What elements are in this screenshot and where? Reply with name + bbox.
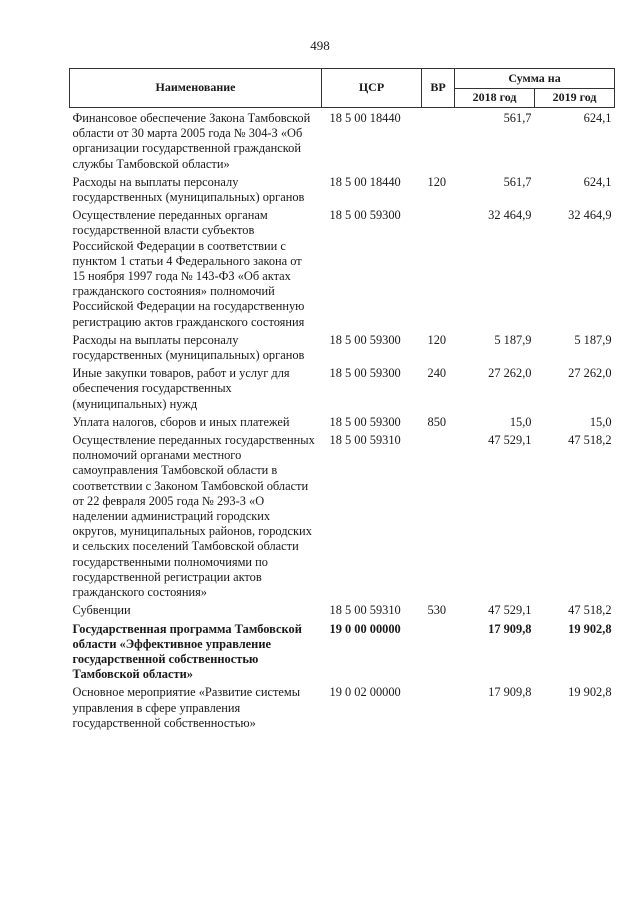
cell-csr: 18 5 00 18440 [329, 111, 401, 125]
cell-csr: 18 5 00 59300 [329, 366, 401, 381]
cell-2019: 5 187,9 [574, 332, 612, 347]
cell-2018: 47 529,1 [488, 603, 532, 618]
table-header [70, 69, 615, 108]
cell-2018: 15,0 [509, 414, 532, 429]
table-body [70, 108, 615, 734]
header-year-2018: 2018 год [455, 89, 535, 108]
cell-name: Государственная программа Тамбовской области «Эффективное управление государственной собственностью Тамбовской области» [72, 621, 302, 682]
cell-vr: 120 [427, 174, 447, 189]
cell-2018: 561,7 [503, 174, 532, 189]
cell-2019: 47 518,2 [568, 433, 612, 448]
header-sum: Сумма на [455, 69, 615, 89]
cell-2019: 19 902,8 [568, 685, 612, 700]
cell-vr [422, 685, 455, 734]
cell-csr: 18 5 00 59300 [329, 332, 401, 347]
cell-2018: 17 909,8 [488, 685, 532, 700]
table-row [70, 175, 615, 208]
cell-2018: 561,7 [503, 111, 532, 125]
cell-2018: 17 909,8 [488, 621, 532, 636]
header-name: Наименование [70, 69, 322, 108]
cell-vr: 850 [427, 414, 447, 429]
table-row [70, 208, 615, 333]
budget-table [69, 68, 615, 734]
cell-name: Уплата налогов, сборов и иных платежей [72, 414, 290, 429]
cell-2019: 47 518,2 [568, 603, 612, 618]
table-row [70, 366, 615, 415]
cell-csr: 18 5 00 59300 [329, 414, 401, 429]
header-csr: ЦСР [322, 69, 422, 108]
cell-2019: 19 902,8 [568, 621, 612, 636]
cell-vr [422, 433, 455, 603]
cell-name: Субвенции [72, 603, 131, 618]
cell-name: Осуществление переданных государственных полномочий органами местного самоуправления Тамбовской области в соответствии с Законом Тамбовской области от 22 февраля 2005 года № 293-З «О наделении администраций городских округов, муниципальных районов, городских и сельских поселений Тамбовской области государственными полномочиями по государственной регистрации актов гражданского состояния» [72, 433, 315, 600]
cell-name: Осуществление переданных органам государственной власти субъектов Российской Федерации в соответствии с пунктом 1 статьи 4 Федерального закона от 15 ноября 1997 года № 143-ФЗ «Об актах гражданского состояния» полномочий Российской Федерации на государственную регистрацию актов гражданского состояния [72, 208, 305, 329]
cell-name: Финансовое обеспечение Закона Тамбовской области от 30 марта 2005 года № 304-З «Об организации государственной гражданской службы Тамбовской области» [72, 111, 311, 171]
cell-2018: 27 262,0 [488, 366, 532, 381]
cell-name: Основное мероприятие «Развитие системы управления в сфере управления государственной собственностью» [72, 685, 301, 730]
table-row [70, 603, 615, 621]
cell-2018: 32 464,9 [488, 208, 532, 223]
header-vr: ВР [422, 69, 455, 108]
cell-2019: 624,1 [583, 174, 612, 189]
cell-vr: 530 [427, 603, 447, 618]
cell-csr: 18 5 00 18440 [329, 174, 401, 189]
cell-2019: 624,1 [583, 111, 612, 125]
header-year-2019: 2019 год [535, 89, 615, 108]
cell-2019: 15,0 [589, 414, 612, 429]
cell-name: Расходы на выплаты персоналу государственных (муниципальных) органов [72, 332, 305, 363]
cell-csr: 18 5 00 59310 [329, 433, 401, 448]
table-row [70, 685, 615, 734]
cell-vr: 240 [427, 366, 447, 381]
cell-csr: 18 5 00 59300 [329, 208, 401, 223]
cell-2019: 27 262,0 [568, 366, 612, 381]
table-row [70, 108, 615, 175]
cell-name: Расходы на выплаты персоналу государственных (муниципальных) органов [72, 174, 305, 205]
cell-2018: 5 187,9 [494, 332, 532, 347]
cell-csr: 18 5 00 59310 [329, 603, 401, 618]
table-row [70, 622, 615, 686]
cell-vr: 120 [427, 332, 447, 347]
cell-name: Иные закупки товаров, работ и услуг для обеспечения государственных (муниципальных) нужд [72, 366, 290, 411]
cell-2019: 32 464,9 [568, 208, 612, 223]
table-row [70, 415, 615, 433]
table-row [70, 333, 615, 366]
table-row [70, 433, 615, 603]
cell-csr: 19 0 02 00000 [329, 685, 401, 700]
cell-2018: 47 529,1 [488, 433, 532, 448]
page-number: 498 [310, 38, 330, 53]
cell-vr [422, 208, 455, 333]
cell-vr [422, 108, 455, 175]
cell-csr: 19 0 00 00000 [329, 621, 401, 636]
cell-vr [422, 622, 455, 686]
